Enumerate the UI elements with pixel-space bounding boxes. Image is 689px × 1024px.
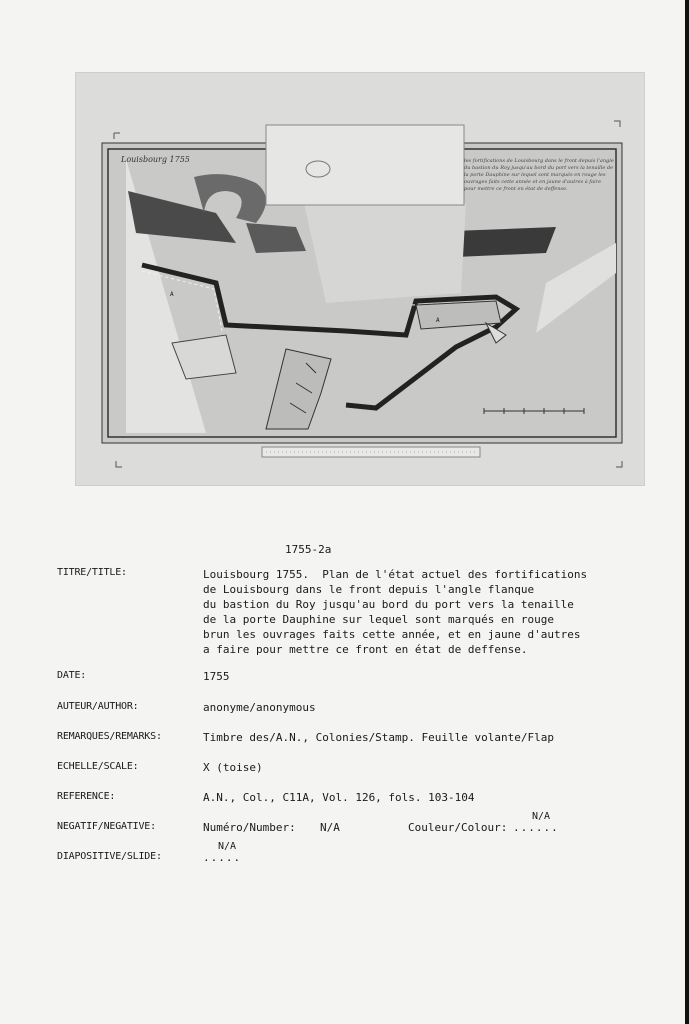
plan-legend: les fortifications de Louisbourg dans le front depuis l'angle du bastion du Roy jusqu'au bord du port vers la tenaille de la porte Dauphine sur lequel sont marqués en rouge les ouvrages faits cette année et en jaune d'autres à faire pour mettre ce front en état de deffense.: [464, 158, 614, 192]
negative-colour-value: N/A: [532, 811, 551, 822]
harbour: [304, 203, 466, 303]
scale-label: ECHELLE/SCALE:: [57, 761, 139, 772]
reference-label: REFERENCE:: [57, 791, 116, 802]
title-value: Louisbourg 1755. Plan de l'état actuel des fortifications de Louisbourg dans le front depuis l'angle flanque du bastion du Roy jusqu'au bord du port vers la tenaille de la porte Dauphine sur lequel sont marqués en rouge brun les ouvrages faits cette année, et en jaune d'autres a faire pour mettre ce front en état de deffense.: [203, 568, 588, 656]
crop-mark: [114, 133, 120, 139]
date-label: DATE:: [57, 670, 87, 681]
negative-colour-dots: ......: [513, 821, 559, 834]
date-value: 1755: [203, 670, 230, 683]
title-label: TITRE/TITLE:: [57, 567, 127, 578]
crop-mark: [614, 121, 620, 127]
reference-value: A.N., Col., C11A, Vol. 126, fols. 103-104: [203, 791, 475, 804]
author-label: AUTEUR/AUTHOR:: [57, 701, 139, 712]
author-value: anonyme/anonymous: [203, 701, 316, 714]
plan-title: Louisbourg 1755: [121, 155, 190, 164]
crop-mark: [116, 461, 122, 467]
crop-mark: [616, 461, 622, 467]
plan-marker: A: [170, 291, 174, 298]
remarks-label: REMARQUES/REMARKS:: [57, 731, 162, 742]
fortification-plan-drawing: [76, 73, 644, 485]
negative-label: NEGATIF/NEGATIVE:: [57, 821, 156, 832]
remarks-value: Timbre des/A.N., Colonies/Stamp. Feuille volante/Flap: [203, 731, 554, 744]
plan-photograph: [75, 72, 645, 486]
page-edge: [685, 0, 689, 1024]
negative-colour-label: Couleur/Colour:: [408, 821, 508, 834]
flap: [266, 125, 464, 205]
slide-label: DIAPOSITIVE/SLIDE:: [57, 851, 162, 862]
plan-marker: A: [436, 317, 440, 324]
negative-number-label: Numéro/Number:: [203, 821, 296, 834]
scale-value: X (toise): [203, 761, 263, 774]
slide-dots: .....: [203, 851, 242, 864]
sheet-id: 1755-2a: [285, 543, 332, 556]
negative-number-value: N/A: [320, 821, 340, 834]
slide-value: N/A: [218, 841, 237, 852]
